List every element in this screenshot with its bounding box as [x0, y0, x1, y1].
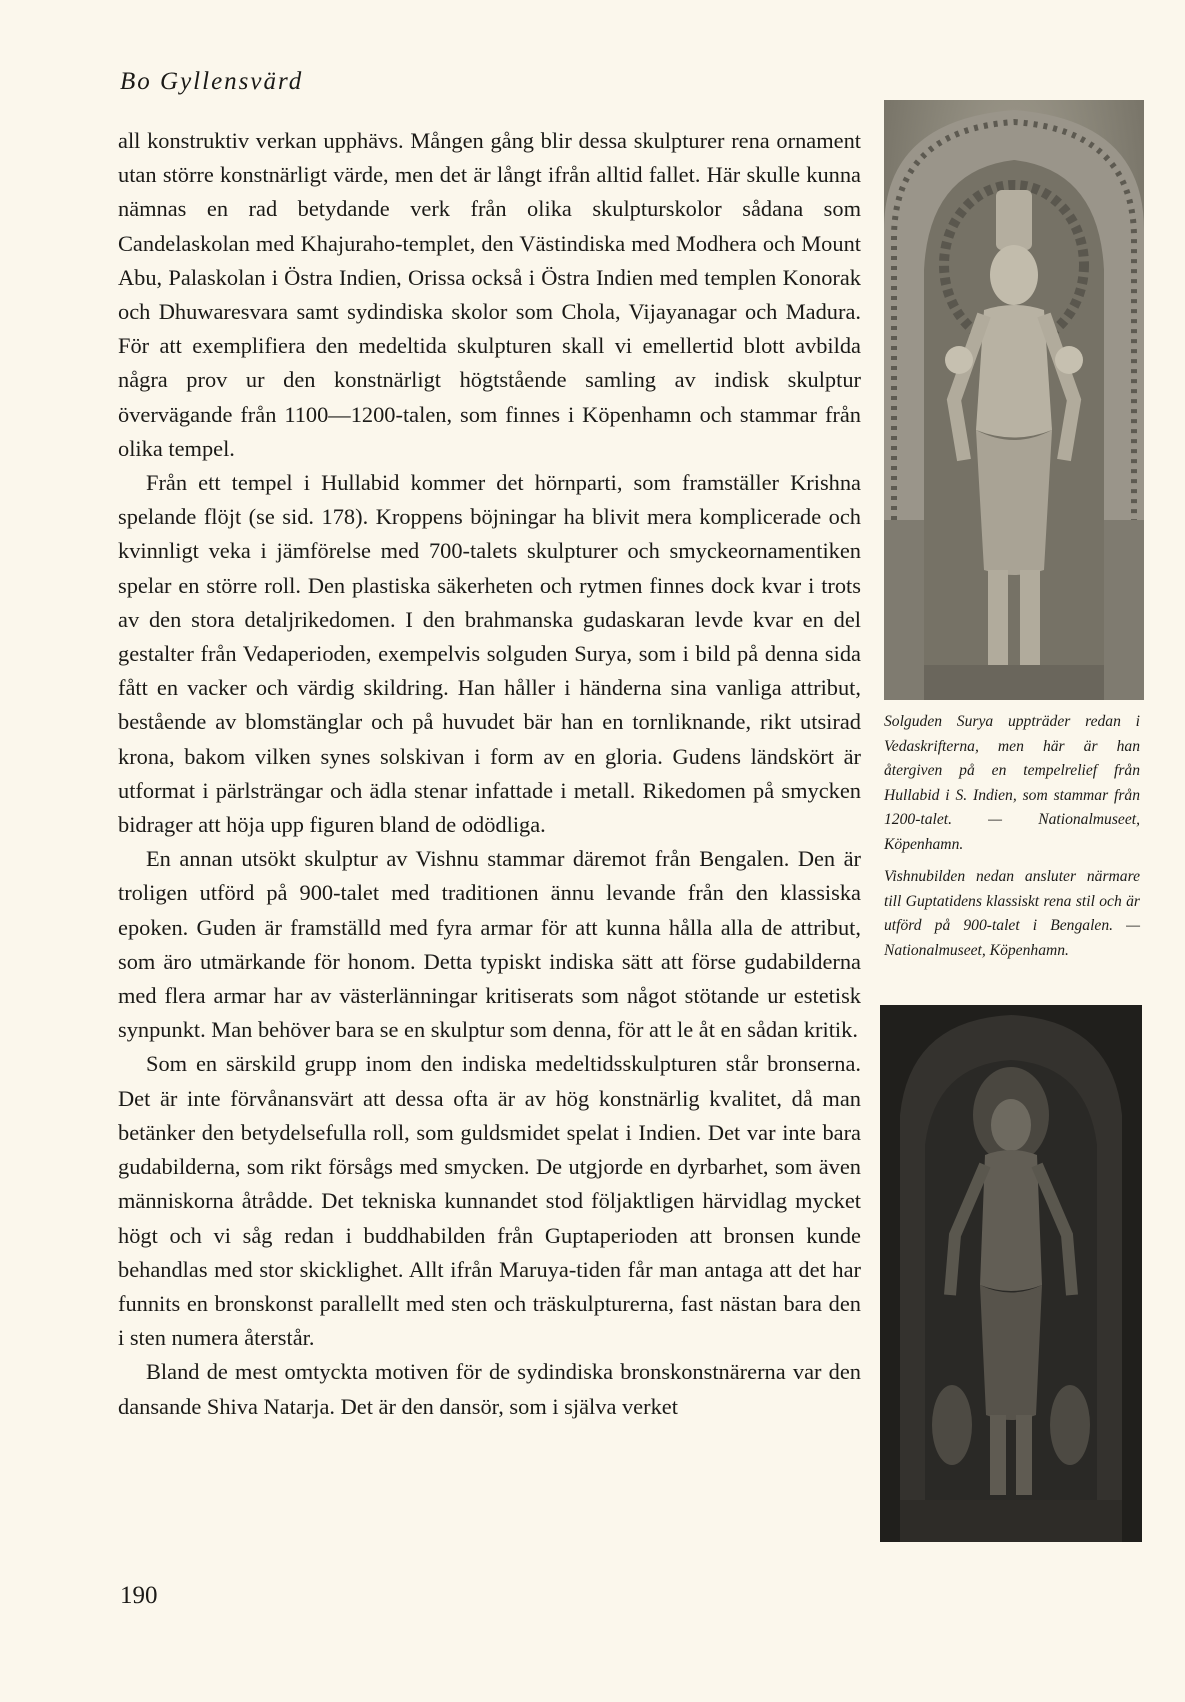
- caption-surya: Solguden Surya uppträder redan i Vedaskrifterna, men här är han återgiven på en tempelrelief från Hullabid i S. Indien, som stammar från 1200-talet. — Nationalmuseet, Köpenhamn.: [884, 713, 1140, 853]
- surya-relief-illustration: [884, 100, 1144, 700]
- paragraph: Bland de mest omtyckta motiven för de sydindiska bronskonstnärerna var den dansande Shiva Natarja. Det är den dansör, som i själva verket: [118, 1359, 861, 1419]
- paragraph: En annan utsökt skulptur av Vishnu stammar däremot från Bengalen. Den är troligen utförd på 900-talet med traditionen ännu levande från den klassiska epoken. Guden är framställd med fyra armar för att kunna hålla alla de attribut, som äro utmärkande för honom. Detta typiskt indiska sätt att förse gudabilderna med flera armar har av västerlänningar kritiserats som något stötande ur estetisk synpunkt. Man behöver bara se en skulptur som denna, för att le åt en sådan kritik.: [118, 846, 861, 1043]
- caption-vishnu: Vishnubilden nedan ansluter närmare till Guptatidens klassiskt rena stil och är utförd på 900-talet i Bengalen. — Nationalmuseet, Köpenhamn.: [884, 868, 1140, 959]
- vishnu-sculpture-photo: [880, 1005, 1142, 1542]
- surya-relief-photo: [884, 100, 1144, 700]
- paragraph: Som en särskild grupp inom den indiska medeltidsskulpturen står bronserna. Det är inte förvånansvärt att dessa ofta är av hög konstnärlig kvalitet, då man betänker den betydelsefulla roll, som guldsmidet spelat i Indien. Det var inte bara gudabilderna, som rikt försågs med smycken. De utgjorde en dyrbarhet, som även människorna åtrådde. Det tekniska kunnandet stod följaktligen härvidlag mycket högt och vi såg redan i buddhabilden från Guptaperioden att bronsen kunde behandlas med stor skicklighet. Allt ifrån Maruya-tiden får man antaga att det har funnits en bronskonst parallellt med sten och träskulpturerna, fast nästan bara den i sten numera återstår.: [118, 1051, 861, 1351]
- vishnu-sculpture-illustration: [880, 1005, 1142, 1542]
- body-text: [118, 124, 861, 1424]
- paragraph: Från ett tempel i Hullabid kommer det hörnparti, som framställer Krishna spelande flöjt (se sid. 178). Kroppens böjningar ha blivit mera komplicerade och kvinnligt veka i jämförelse med 700-talets skulpturer och smyckeornamentiken spelar en större roll. Den plastiska säkerheten och rytmen finnes dock kvar i trots av den stora detaljrikedomen. I den brahmanska gudaskaran levde kvar en del gestalter från Vedaperioden, exempelvis solguden Surya, som i bild på denna sida fått en vacker och värdig skildring. Han håller i händerna sina vanliga attribut, bestående av blomstänglar och på huvudet bär han en tornliknande, rikt utsirad krona, bakom vilken synes solskivan i form av en gloria. Gudens ländskört är utformat i pärlsträngar och ädla stenar infattade i metall. Rikedomen på smycken bidrager att höja upp figuren bland de odödliga.: [118, 470, 861, 838]
- page-number: 190: [120, 1582, 158, 1609]
- paragraph: all konstruktiv verkan upphävs. Mången gång blir dessa skulpturer rena ornament utan större konstnärligt värde, men det är långt ifrån alltid fallet. Här skulle kunna nämnas en rad betydande verk från olika skulpturskolor sådana som Candelaskolan med Khajuraho-templet, den Västindiska med Modhera och Mount Abu, Palaskolan i Östra Indien, Orissa också i Östra Indien med templen Konorak och Dhuwaresvara samt sydindiska skolor som Chola, Vijayanagar och Madura. För att exemplifiera den medeltida skulpturen skall vi emellertid blott avbilda några prov ur den konstnärligt högtstående samling av indisk skulptur övervägande från 1100—1200-talen, som finnes i Köpenhamn och stammar från olika tempel.: [118, 128, 861, 461]
- running-head-author: Bo Gyllensvärd: [120, 68, 304, 95]
